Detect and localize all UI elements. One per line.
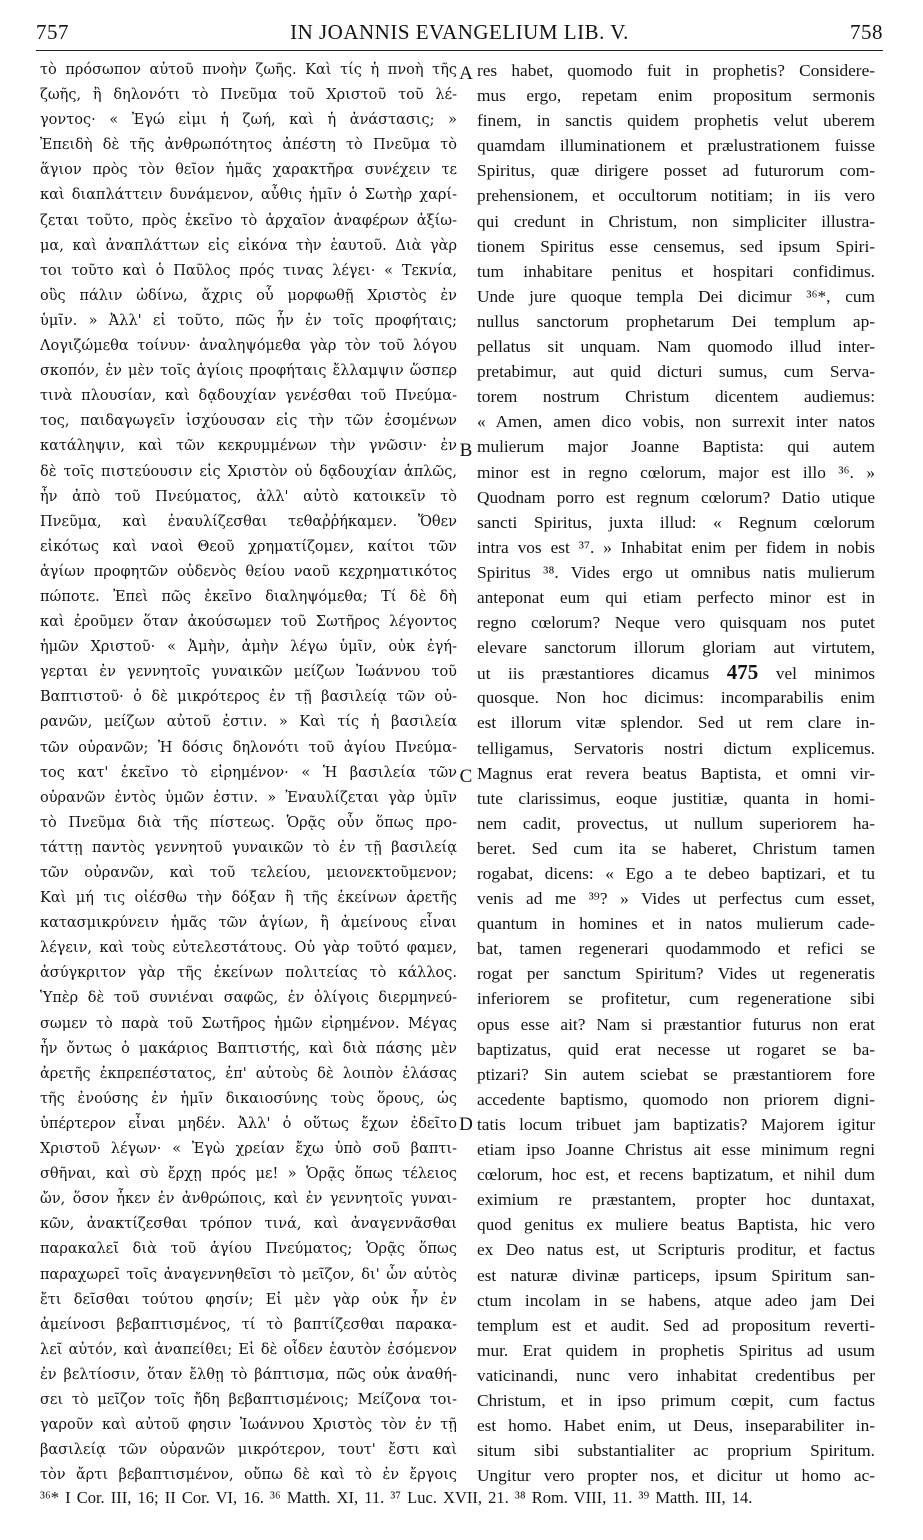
greek-column xyxy=(40,58,457,1488)
latin-text-line: quosque. Non hoc dicimus: incomparabilis enim xyxy=(477,688,875,708)
latin-text-line: templum est et audit. Sed ad propositum reverti- xyxy=(477,1315,875,1335)
greek-text-line: Βαπτιστοῦ· ὁ δὲ μικρότερος ἐν τῇ βασιλείᾳ τῶν οὐ- xyxy=(40,689,457,706)
greek-text-line: τος κατ' ἐκεῖνο τὸ εἰρημένον· « Ἡ βασιλεία τῶν xyxy=(40,764,457,781)
latin-text-line: est homo. Habet enim, ut Deus, inseparabiliter in- xyxy=(477,1416,875,1436)
latin-text-line: intra vos est ³⁷. » Inhabitat enim per fidem in nobis xyxy=(477,537,875,557)
latin-text-line: Ungitur vero propter nos, et dicitur ut homo ac- xyxy=(477,1466,875,1486)
latin-text-line: tum inhabitare penitus et hospitari confidimus. xyxy=(477,261,875,281)
column-number: 475 xyxy=(726,660,759,685)
latin-text-line: mus ergo, repetam enim propositum sermonis xyxy=(477,86,875,106)
greek-text-line: σωμεν τὸ παρὰ τοῦ Σωτῆρος ἡμῶν εἰρημένον. Μέγας xyxy=(40,1015,457,1032)
greek-text-line: ὤν, ὅσον ἧκεν ἐν ἀνθρώποις, καὶ ἐν γεννητοῖς γυναι- xyxy=(40,1191,457,1208)
greek-text-line: ὑπέρτερον εἶναι μηδέν. Ἀλλ' ὁ οὕτως ἔχων ἐδεῖτο xyxy=(40,1115,457,1132)
section-marker-b: B xyxy=(459,440,473,461)
greek-text-line: ἁγίων προφητῶν οὐδενὸς θείου ναοῦ κεχρηματικότος xyxy=(40,563,457,580)
greek-text-line: τῆς ἐνούσης ἐν ἡμῖν δικαιοσύνης τοὺς ὅρους, ὡς xyxy=(40,1090,457,1107)
latin-text-line: tionem Spiritus esse censemus, sed ipsum Spiri- xyxy=(477,236,875,256)
section-marker-a: A xyxy=(459,63,473,84)
greek-text-line: τος, παιδαγωγεῖν ἰσχύουσαν εἰς τὴν τῶν ἐσομένων xyxy=(40,413,457,430)
latin-text-line: Magnus erat revera beatus Baptista, et omni vir- xyxy=(477,763,875,783)
greek-text-line: ἀρετῆς ἐκπρεπέστατος, ἐπ' αὐτοὺς δὲ λοιπὸν ἐλάσας xyxy=(40,1065,457,1082)
footnotes: ³⁶* I Cor. III, 16; II Cor. VI, 16. ³⁶ Matth. XI, 11. ³⁷ Luc. XVII, 21. ³⁸ Rom. VIII, 11. ³⁹ Matth. III, 14. xyxy=(40,1488,753,1507)
greek-text-line: ρανῶν, μείζων αὐτοῦ ἐστιν. » Καὶ τίς ἡ βασιλεία xyxy=(40,714,457,731)
left-page-number: 757 xyxy=(36,19,69,44)
greek-text-line: οὐρανῶν ἐντὸς ὑμῶν ἐστιν. » Ἐναυλίζεται γὰρ ὑμῖν xyxy=(40,789,457,806)
latin-column xyxy=(477,58,875,1488)
greek-text-line: ἀσύγκριτον γὰρ τῆς ἐκείνων πολιτείας τὸ κάλλος. xyxy=(40,965,457,982)
latin-text-line: Quodnam porro est regnum cœlorum? Datio utique xyxy=(477,487,875,507)
latin-text-line: sancti Spiritus, juxta illud: « Regnum cœlorum xyxy=(477,512,875,532)
greek-text-line: ζωῆς, ἢ δηλονότι τὸ Πνεῦμα τοῦ Χριστοῦ τοῦ λέ- xyxy=(40,87,457,104)
greek-text-line: Ἐπειδὴ δὲ τῆς ἀνθρωπότητος ἀπέστη τὸ Πνεῦμα τὸ xyxy=(40,137,457,154)
greek-text-line: Χριστοῦ λέγων· « Ἐγὼ χρείαν ἔχω ὑπὸ σοῦ βαπτι- xyxy=(40,1141,457,1158)
latin-text-line: situm sibi substantialiter ac proprium Spiritum. xyxy=(477,1441,875,1461)
latin-text-line: etiam ipso Joanne Christus ait esse minimum regni xyxy=(477,1140,875,1160)
latin-text-line: inferiorem se profitetur, cum regeneratione sibi xyxy=(477,989,875,1009)
greek-text-line: εἰκότως καὶ ναοὶ Θεοῦ χρηματίζομεν, καίτοι τῶν xyxy=(40,538,457,555)
latin-text-line: bat, tamen regenerari quodammodo et refici se xyxy=(477,939,875,959)
latin-text-line: beret. Sed cum ita se haberet, Christum tamen xyxy=(477,838,875,858)
section-marker-c: C xyxy=(459,766,473,787)
latin-text-line: torem nostrum Christum dicentem audiemus: xyxy=(477,387,875,407)
greek-text-line: παρακαλεῖ διὰ τοῦ ἁγίου Πνεύματος; Ὁρᾷς ὅπως xyxy=(40,1241,457,1258)
greek-text-line: μα, καὶ ἀναπλάττων εἰς εἰκόνα τὴν ἑαυτοῦ. Διὰ γὰρ xyxy=(40,237,457,254)
greek-text-line: ἦν ὄντως ὁ μακάριος Βαπτιστής, καὶ διὰ πάσης μὲν xyxy=(40,1040,457,1057)
section-marker-d: D xyxy=(459,1114,473,1135)
latin-text-line: nem cadit, provectus, ut nullum superiorem ha- xyxy=(477,813,875,833)
greek-text-line: ἅγιον πρὸς τὸν θεῖον ἡμᾶς χαρακτῆρα συνέχειν τε xyxy=(40,162,457,179)
greek-text-line: ὑμῖν. » Ἀλλ' εἰ τοῦτο, πῶς ἦν ἐν τοῖς προφήταις; xyxy=(40,312,457,329)
latin-text-line: rogabat, dicens: « Ego a te debeo baptizari, et tu xyxy=(477,864,875,883)
greek-text-line: σθῆναι, καὶ σὺ ἔρχῃ πρός με! » Ὁρᾷς ὅπως τέλειος xyxy=(40,1166,457,1183)
greek-text-line: γαροῦν καὶ αὐτοῦ φησιν Ἰωάννου Χριστὸς τὸν ἐν τῇ xyxy=(40,1417,457,1434)
latin-text-line: res habet, quomodo fuit in prophetis? Considere- xyxy=(477,61,875,80)
greek-text-line: Καὶ μή τις οἰέσθω τὴν δόξαν ἢ τῆς ἐκείνων ἀρετῆς xyxy=(40,890,457,907)
greek-text-line: τὸν ἄρτι βεβαπτισμένον, οὔπω δὲ καὶ τὸ ἐν ἔργοις xyxy=(40,1467,457,1484)
latin-text-line: eximium re præstantem, propter hoc duntaxat, xyxy=(477,1190,875,1210)
latin-text-line: Unde jure quoque templa Dei dicimur ³⁶*, cum xyxy=(477,286,875,306)
latin-text-line: Spiritus ³⁸. Vides ergo ut omnibus natis mulierum xyxy=(477,562,875,582)
greek-text-line: κατάληψιν, καὶ τῶν κεκρυμμένων τὴν γνῶσιν· ἐν xyxy=(40,438,457,455)
greek-text-line: τινὰ πλουσίαν, καὶ δᾳδουχίαν γενέσθαι τοῦ Πνεύμα- xyxy=(40,388,457,405)
greek-text-line: Πνεῦμα, καὶ ἐναυλίζεσθαι τεθαῤῥήκαμεν. Ὅθεν xyxy=(40,513,457,530)
latin-text-line: ut iis præstantiores dicamus 475 vel minimos xyxy=(477,660,875,685)
latin-text-line: opus esse ait? Nam si præstantior futurus non erat xyxy=(477,1014,875,1034)
latin-text-line: pellatus sit unquam. Nam quomodo illud inter- xyxy=(477,337,875,357)
greek-text-line: τοι τοῦτο καὶ ὁ Παῦλος πρός τινας λέγει· « Τεκνία, xyxy=(40,262,457,279)
greek-text-line: τάττῃ παντὸς γεννητοῦ γυναικῶν τὸ ἐν τῇ βασιλείᾳ xyxy=(40,839,457,856)
right-page-number: 758 xyxy=(850,19,883,44)
greek-text-line: γερται ἐν γεννητοῖς γυναικῶν μείζων Ἰωάννου τοῦ xyxy=(40,664,457,681)
greek-text-line: ζεται τοῦτο, πρὸς ἐκεῖνο τὸ ἀρχαῖον ἀναφέρων ἀξίω- xyxy=(40,212,457,229)
greek-text-line: Ὑπὲρ δὲ τοῦ συνιέναι σαφῶς, ἐν ὀλίγοις διερμηνεύ- xyxy=(40,990,457,1007)
latin-text-line: mulierum major Joanne Baptista: qui autem xyxy=(477,437,875,457)
running-title: IN JOANNIS EVANGELIUM LIB. V. xyxy=(290,19,629,44)
latin-text-line: ptizari? Sin autem sciebat se præstantiorem fore xyxy=(477,1064,875,1084)
latin-text-line: baptizatus, quid erat necesse ut rogaret se ba- xyxy=(477,1039,875,1059)
latin-text-line: elevare sanctorum illorum gloriam aut virtutem, xyxy=(477,638,875,658)
latin-text-line: cœlorum, hoc est, et recens baptizatum, et nihil dum xyxy=(477,1165,875,1185)
greek-text-line: σκοπόν, ἐν μὲν τοῖς ἁγίοις προφήταις ἔλλαμψιν ὥσπερ xyxy=(40,363,457,380)
latin-text-line: tute clarissimus, eoque justitiæ, quanta in homi- xyxy=(477,788,875,808)
greek-text-line: δὲ τοῖς πιστεύουσιν εἰς Χριστὸν οὐ δᾳδουχίαν ἁπλῶς, xyxy=(40,463,457,480)
greek-text-line: τὸ Πνεῦμα διὰ τῆς πίστεως. Ὁρᾷς οὖν ὅπως προ- xyxy=(40,814,457,831)
latin-text-line: telligamus, Servatoris nostri dictum explicemus. xyxy=(477,738,875,758)
latin-text-line: ex Deo natus est, ut Scripturis proditur, et factus xyxy=(477,1240,875,1260)
greek-text-line: ἡμῶν Χριστοῦ· « Ἀμὴν, ἀμὴν λέγω ὑμῖν, οὐκ ἐγή- xyxy=(40,639,457,656)
latin-text-line: anteponat eum qui etiam perfecto minor est in xyxy=(477,587,875,607)
latin-text-line: quamdam illuminationem et prælustrationem fuisse xyxy=(477,136,875,156)
greek-text-line: κῶν, ἀνακτίζεσθαι τρόπον τινά, καὶ ἀναγεννᾶσθαι xyxy=(40,1216,457,1233)
latin-text-line: qui credunt in Christum, non simpliciter illustra- xyxy=(477,211,875,231)
greek-text-line: Λογιζώμεθα τοίνυν· ἀναληψόμεθα γὰρ τὸν τοῦ λόγου xyxy=(40,338,457,355)
latin-text-line: accedente baptismo, quomodo non priorem digni- xyxy=(477,1089,875,1109)
greek-text-line: ἔτι δεῖσθαι τούτου φησίν; Εἰ μὲν γὰρ οὐκ ἦν ἐν xyxy=(40,1291,457,1308)
latin-text-line: rogat per sanctum Spiritum? Vides ut regeneratis xyxy=(477,964,875,984)
latin-text-line: quod genitus ex muliere beatus Baptista, hic vero xyxy=(477,1215,875,1235)
running-header xyxy=(36,14,883,51)
greek-text-line: λεῖ αὐτόν, καὶ ἀναπείθει; Εἰ δὲ οἶδεν ἑαυτὸν ἐσόμενον xyxy=(40,1341,457,1358)
greek-text-line: καὶ ἐροῦμεν ὅταν ἀκούσωμεν τοῦ Σωτῆρος λέγοντος xyxy=(40,614,457,631)
greek-text-line: λέγειν, καὶ τοὺς εὐτελεστάτους. Οὐ γὰρ τοῦτό φαμεν, xyxy=(40,940,457,957)
latin-text-line: mur. Erat quidem in prophetis Spiritus ad usum xyxy=(477,1340,875,1360)
latin-text-line: pretabimur, aut quid dicturi sumus, cum Serva- xyxy=(477,362,875,382)
greek-text-line: ἐν βελτίοσιν, ὅταν ἔλθῃ τὸ βάπτισμα, πῶς οὐκ ἀναθή- xyxy=(40,1366,457,1383)
latin-text-line: vaticinandi, nunc vero inhabitat credentibus per xyxy=(477,1365,875,1385)
greek-text-line: πώποτε. Ἐπεὶ πῶς ἐκεῖνο διαληψόμεθα; Τί δὲ δὴ xyxy=(40,588,457,605)
greek-text-line: γοντος· « Ἐγώ εἰμι ἡ ζωή, καὶ ἡ ἀνάστασις; » xyxy=(40,112,457,129)
latin-text-line: Christum, et in ipso primum cœpit, cum factus xyxy=(477,1390,875,1410)
latin-text-line: quantum in homines et in natos mulierum cade- xyxy=(477,914,875,934)
greek-text-line: κατασμικρύνειν ἡμᾶς τῶν ἁγίων, ἢ ἀμείνους εἶναι xyxy=(40,915,457,932)
latin-text-line: Spiritus, quæ dirigere posset ad futurorum com- xyxy=(477,161,875,181)
greek-text-line: τῶν οὐρανῶν; Ἡ δόσις δηλονότι τοῦ ἁγίου Πνεύμα- xyxy=(40,739,457,756)
greek-text-line: τῶν οὐρανῶν, καὶ τοῦ τελείου, μειονεκτοῦμενον; xyxy=(40,865,457,881)
latin-text-line: ctum incolam in se habens, atque adeo jam Dei xyxy=(477,1290,875,1310)
latin-text-line: est illorum vitæ splendor. Sed ut rem clare in- xyxy=(477,713,875,733)
latin-text-line: est naturæ divinæ particeps, ipsum Spiritum san- xyxy=(477,1265,875,1285)
greek-text-line: καὶ διαπλάττειν δυνάμενον, αὖθις ἡμῖν ὁ Σωτὴρ χαρί- xyxy=(40,187,457,204)
greek-text-line: ἦν ἀπὸ τοῦ Πνεύματος, ἀλλ' αὐτὸ κατοικεῖν τὸ xyxy=(40,488,457,505)
latin-text-line: regno cœlorum? Neque vero quisquam nos putet xyxy=(477,613,875,633)
greek-text-line: ἀμείνοσι βεβαπτισμένος, τί τὸ βαπτίζεσθαι παρακα- xyxy=(40,1316,457,1333)
greek-text-line: τὸ πρόσωπον αὐτοῦ πνοὴν ζωῆς. Καὶ τίς ἡ πνοὴ τῆς xyxy=(40,62,457,78)
latin-text-line: prehensionem, et occultorum notitiam; in iis vero xyxy=(477,186,875,206)
greek-text-line: οὓς πάλιν ὠδίνω, ἄχρις οὗ μορφωθῇ Χριστὸς ἐν xyxy=(40,287,457,304)
greek-text-line: παραχωρεῖ τοῖς ἀναγεννηθεῖσι τὸ μεῖζον, δι' ὧν αὐτὸς xyxy=(40,1266,457,1283)
latin-text-line: nullus sanctorum prophetarum Dei templum ap- xyxy=(477,311,875,331)
latin-text-line: « Amen, amen dico vobis, non surrexit inter natos xyxy=(477,412,875,432)
latin-text-line: finem, in sanctis quidem prophetis velut uberem xyxy=(477,111,875,131)
latin-text-line: tatis locum tribuet jam baptizatis? Majorem igitur xyxy=(477,1114,875,1134)
greek-text-line: βασιλείᾳ τῶν οὐρανῶν μικρότερον, τουτ' ἔστι καὶ xyxy=(40,1442,457,1459)
latin-text-line: minor est in regno cœlorum, major est illo ³⁶. » xyxy=(477,462,875,482)
latin-text-line: venis ad me ³⁹? » Vides ut perfectus cum esset, xyxy=(477,889,875,909)
greek-text-line: σει τὸ μεῖζον τοῖς ἤδη βεβαπτισμένοις; Μείζονα τοι- xyxy=(40,1391,457,1408)
